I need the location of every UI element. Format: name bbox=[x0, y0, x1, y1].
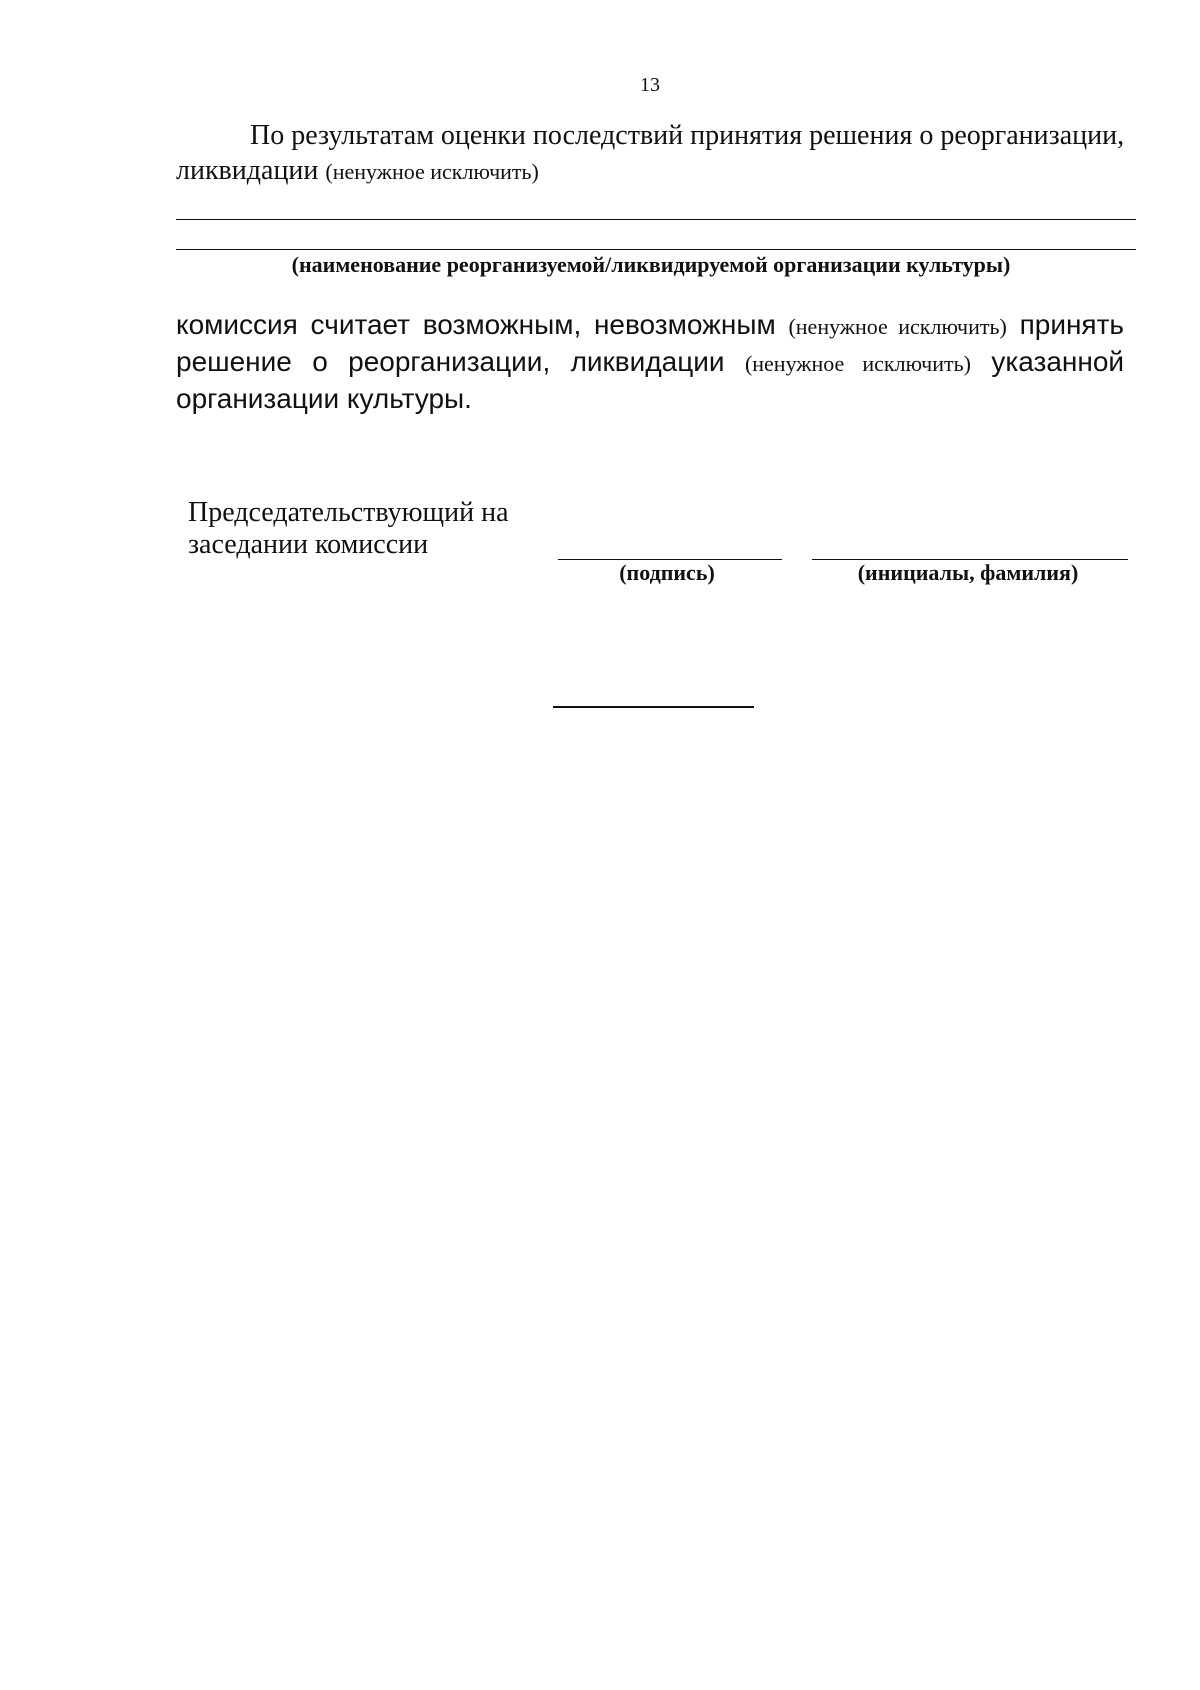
decision-paragraph bbox=[176, 307, 1124, 416]
chair-label: Председательствующий на заседании комиссии bbox=[188, 497, 509, 560]
decision-text-3: указанной организации культуры. bbox=[176, 346, 1125, 414]
decision-text-2: принять решение о реорганизации, ликвидации bbox=[176, 309, 1124, 377]
page-number: 13 bbox=[640, 74, 660, 96]
decision-text-1: комиссия считает возможным, невозможным bbox=[176, 309, 776, 340]
org-name-caption: (наименование реорганизуемой/ликвидируемой организации культуры) bbox=[291, 252, 1011, 277]
org-name-line-2 bbox=[176, 249, 1136, 250]
closing-rule bbox=[553, 706, 754, 708]
decision-note-1: (ненужное исключить) bbox=[788, 314, 1007, 339]
org-name-line-1 bbox=[176, 219, 1136, 220]
decision-note-2: (ненужное исключить) bbox=[744, 351, 971, 376]
intro-note: (ненужное исключить) bbox=[325, 159, 539, 184]
intro-main-text: По результатам оценки последствий принятия решения о реорганизации, ликвидации bbox=[176, 120, 1125, 186]
signature-caption: (подпись) bbox=[619, 560, 715, 585]
intro-paragraph bbox=[176, 118, 1126, 189]
name-caption: (инициалы, фамилия) bbox=[857, 560, 1079, 585]
